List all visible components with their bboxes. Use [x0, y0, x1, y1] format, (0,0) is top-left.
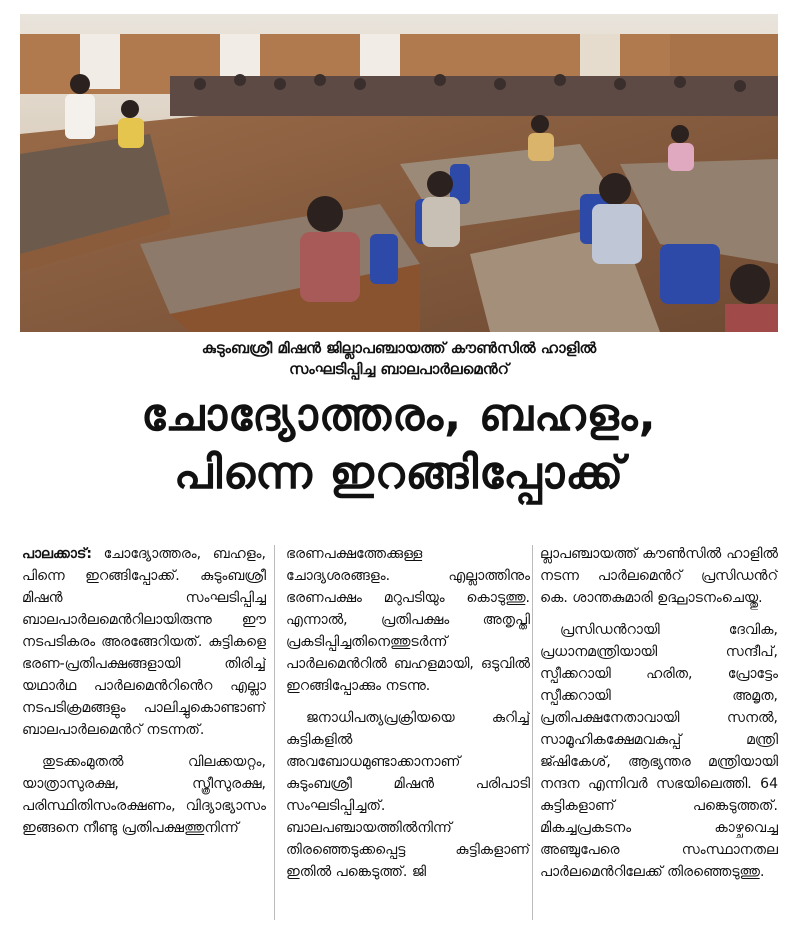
article-paragraph — [22, 543, 266, 741]
dateline: പാലക്കാട്: — [22, 546, 92, 562]
article-column-1 — [22, 543, 266, 921]
caption-line-2: സംഘടിപ്പിച്ച ബാലപാർലമെൻറ് — [289, 360, 509, 378]
caption-line-1: കുടുംബശ്രീ മിഷൻ ജില്ലാപഞ്ചായത്ത് കൗൺസിൽ ഹാളിൽ — [201, 339, 597, 357]
article-paragraph: ജനാധിപത്യപ്രക്രിയയെ കുറിച്ച് കുട്ടികളിൽ അവബോധമുണ്ടാക്കാനാണ് കുടുംബശ്രീ മിഷൻ പരിപാടി സംഘടിപ്പിച്ചത്. ബാലപഞ്ചായത്തിൽനിന്ന് തിരഞ്ഞെടുക്കപ്പെട്ട കുട്ടികളാണ് ഇതിൽ പങ്കെടുത്ത്. ജി — [286, 710, 530, 880]
article-text: ചോദ്യോത്തരം, ബഹളം, പിന്നെ ഇറങ്ങിപ്പോക്ക്. കുടുംബശ്രീ മിഷൻ സംഘടിപ്പിച്ച ബാലപാർലമെൻറിലായിരുന്നു ഈ നടപടികരം അരങ്ങേറിയത്. കുട്ടികളെ ഭരണ-പ്രതിപക്ഷങ്ങളായി തിരിച്ച് യഥാർഥ പാർലമെൻറിൻെറ എല്ലാ നടപടിക്രമങ്ങളും പാലിച്ചുകൊണ്ടാണ് ബാലപാർലമെൻറ് നടന്നത്. — [22, 546, 266, 738]
headline-line-1: ചോദ്യോത്തരം, ബഹളം, — [141, 388, 657, 441]
council-hall-photo — [20, 14, 778, 332]
column-divider — [532, 545, 533, 920]
article-paragraph: തുടക്കംമുതൽ വിലക്കയറ്റം, യാത്രാസുരക്ഷ, സ്ത്രീസുരക്ഷ, പരിസ്ഥിതിസംരക്ഷണം, വിദ്യാഭ്യാസം ഇങ്ങനെ നീണ്ടു പ്രതിപക്ഷത്തുനിന്ന് — [22, 754, 266, 836]
photo-caption — [20, 338, 778, 380]
headline-line-2: പിന്നെ ഇറങ്ങിപ്പോക്ക് — [173, 446, 625, 499]
article-column-3 — [540, 543, 778, 921]
article-column-2 — [286, 543, 530, 921]
column-divider — [274, 545, 275, 920]
article-paragraph: ഭരണപക്ഷത്തേക്കുള്ള ചോദ്യശരങ്ങളം. എല്ലാത്തിനും ഭരണപക്ഷം മറുപടിയും കൊടുത്തു. എന്നാൽ, പ്രതിപക്ഷം അതൃപ്തി പ്രകടിപ്പിച്ചതിനെത്തുടർന്ന് പാർലമെൻറിൽ ബഹളമായി, ഒടുവിൽ ഇറങ്ങിപ്പോക്കും നടന്നു. — [286, 546, 530, 694]
headline — [20, 386, 778, 502]
article-paragraph: പ്രസിഡൻറായി ദേവിക, പ്രധാനമന്ത്രിയായി സന്ദീപ്, സ്പീക്കറായി ഹരിത, പ്രോട്ടേം സ്പീക്കറായി അമൃത, പ്രതിപക്ഷനേതാവായി സനൽ, സാമൂഹികക്ഷേമവകുപ്പ് മന്ത്രി ജ്ഷികേശ്, ആഭ്യന്തര മന്ത്രിയായി നന്ദന എന്നിവർ സഭയിലെത്തി. 64 കുട്ടികളാണ് പങ്കെടുത്തത്. മികച്ചപ്രകടനം കാഴ്ചവെച്ച അഞ്ചുപേരെ സംസ്ഥാനതല പാർലമെൻറിലേക്ക് തിരഞ്ഞെടുത്തു. — [540, 622, 778, 880]
article-paragraph: ല്ലാപഞ്ചായത്ത് കൗൺസിൽ ഹാളിൽ നടന്ന പാർലമെൻറ് പ്രസിഡൻറ് കെ. ശാന്തകുമാരി ഉദ്ഘാടനംചെയ്തു. — [540, 546, 778, 606]
